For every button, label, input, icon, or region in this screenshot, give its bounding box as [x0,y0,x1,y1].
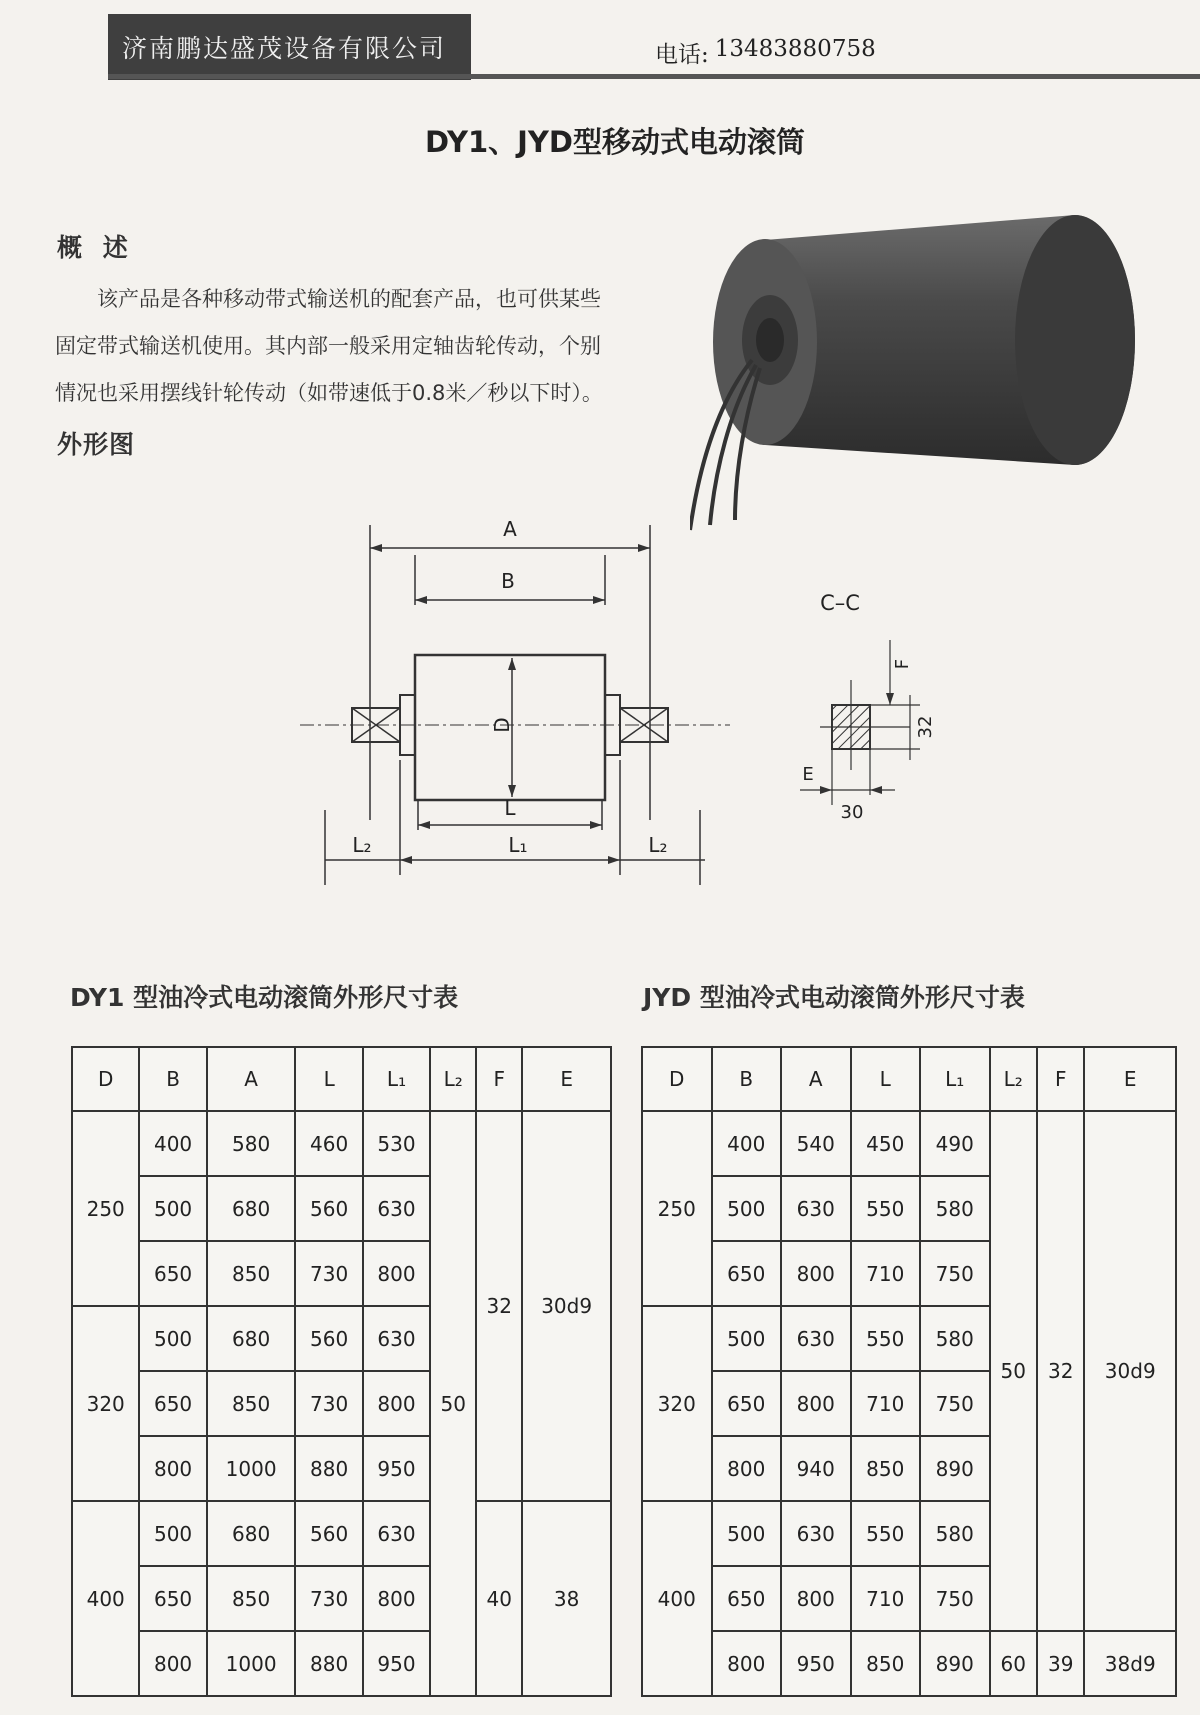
table-cell: 750 [920,1371,990,1436]
table-cell: 880 [295,1436,362,1501]
table-cell: 750 [920,1241,990,1306]
phone-label: 电话: [655,42,709,68]
table-cell: 400 [712,1111,782,1176]
company-name: 济南鹏达盛茂设备有限公司 [122,34,447,63]
table-cell: 850 [851,1631,921,1696]
dim-label-l1: L₁ [508,833,528,857]
overview-text [55,276,665,417]
header-cell: L₂ [990,1047,1037,1111]
header-cell: E [1084,1047,1176,1111]
table-cell: 560 [295,1501,362,1566]
overview-heading: 概 述 [57,233,134,262]
e-cell: 38 [522,1501,611,1696]
table-cell: 550 [851,1176,921,1241]
table-row [72,1501,611,1566]
header-cell: B [712,1047,782,1111]
e-cell: 30d9 [1084,1111,1176,1631]
dim-label-l2-right: L₂ [648,833,668,857]
table-cell: 650 [139,1566,206,1631]
table-cell: 800 [712,1436,782,1501]
l2-cell: 50 [430,1111,476,1696]
table-header-row [642,1047,1176,1111]
table-cell: 950 [363,1631,430,1696]
d-cell: 320 [72,1306,139,1501]
table-cell: 850 [207,1241,296,1306]
table-cell: 650 [139,1371,206,1436]
header-cell: B [139,1047,206,1111]
table-cell: 400 [139,1111,206,1176]
table-cell: 650 [712,1566,782,1631]
table-cell: 800 [712,1631,782,1696]
table-cell: 500 [712,1501,782,1566]
f-cell: 39 [1037,1631,1084,1696]
table-cell: 850 [851,1436,921,1501]
table-cell: 460 [295,1111,362,1176]
dim-label-a: A [503,517,517,541]
table-cell: 500 [139,1306,206,1371]
table-cell: 950 [363,1436,430,1501]
table-cell: 680 [207,1176,296,1241]
header-rule [108,74,1200,79]
table-cell: 560 [295,1306,362,1371]
table-cell: 550 [851,1306,921,1371]
header-cell: A [781,1047,851,1111]
l2-cell: 50 [990,1111,1037,1631]
table-cell: 950 [781,1631,851,1696]
outline-drawing [290,510,740,920]
dim-label-d: D [490,717,514,733]
table-cell: 710 [851,1371,921,1436]
table-cell: 580 [920,1501,990,1566]
overview-line: 该产品是各种移动带式输送机的配套产品，也可供某些 [97,287,601,311]
phone-number: 13483880758 [714,36,876,62]
f-cell: 40 [476,1501,522,1696]
table-cell: 650 [139,1241,206,1306]
phone-info [655,36,876,69]
table-cell: 550 [851,1501,921,1566]
table-cell: 800 [139,1631,206,1696]
dy1-dimension-table [71,1046,612,1697]
table-cell: 1000 [207,1436,296,1501]
table-cell: 750 [920,1566,990,1631]
table-cell: 630 [363,1501,430,1566]
e-cell: 38d9 [1084,1631,1176,1696]
table-cell: 890 [920,1436,990,1501]
l2-cell: 60 [990,1631,1037,1696]
header-cell: F [1037,1047,1084,1111]
dim-label-b: B [501,569,515,593]
dim-label-l2-left: L₂ [352,833,372,857]
table-cell: 940 [781,1436,851,1501]
header-cell: E [522,1047,611,1111]
table-cell: 630 [781,1306,851,1371]
document-title: DY1、JYD型移动式电动滚筒 [424,125,805,159]
header-cell: L₁ [920,1047,990,1111]
header-cell: L₁ [363,1047,430,1111]
header-cell: L [295,1047,362,1111]
table-cell: 800 [139,1436,206,1501]
f-cell: 32 [476,1111,522,1501]
table-cell: 800 [781,1241,851,1306]
table-row [642,1631,1176,1696]
table-row [642,1111,1176,1176]
jyd-dimension-table [641,1046,1177,1697]
table-cell: 490 [920,1111,990,1176]
section-title: C–C [820,591,860,615]
table-cell: 540 [781,1111,851,1176]
table-cell: 630 [363,1176,430,1241]
header-cell: D [642,1047,712,1111]
table-cell: 580 [920,1176,990,1241]
header-cell: F [476,1047,522,1111]
table-cell: 580 [207,1111,296,1176]
table-cell: 450 [851,1111,921,1176]
table-cell: 680 [207,1306,296,1371]
table-cell: 710 [851,1241,921,1306]
section-label-height: 32 [915,715,936,739]
table-cell: 500 [712,1306,782,1371]
header-cell: A [207,1047,296,1111]
table-cell: 500 [139,1501,206,1566]
table-cell: 560 [295,1176,362,1241]
table-cell: 530 [363,1111,430,1176]
header-cell: L₂ [430,1047,476,1111]
table-cell: 880 [295,1631,362,1696]
f-cell: 32 [1037,1111,1084,1631]
table-cell: 730 [295,1371,362,1436]
header-cell: L [851,1047,921,1111]
table-cell: 630 [781,1501,851,1566]
d-cell: 400 [72,1501,139,1696]
section-cc-drawing [780,580,960,840]
table-cell: 710 [851,1566,921,1631]
table-cell: 800 [363,1566,430,1631]
table-row [72,1111,611,1176]
table-cell: 1000 [207,1631,296,1696]
table-cell: 730 [295,1241,362,1306]
table-cell: 800 [363,1241,430,1306]
e-cell: 30d9 [522,1111,611,1501]
section-label-e: E [802,764,814,785]
jyd-table-caption: JYD 型油冷式电动滚筒外形尺寸表 [643,983,1025,1012]
overview-line: 情况也采用摆线针轮传动（如带速低于0.8米／秒以下时）。 [55,381,603,405]
table-cell: 650 [712,1371,782,1436]
d-cell: 400 [642,1501,712,1696]
table-header-row [72,1047,611,1111]
d-cell: 250 [642,1111,712,1306]
table-cell: 730 [295,1566,362,1631]
table-cell: 890 [920,1631,990,1696]
drum-photo [690,200,1170,540]
header-cell: D [72,1047,139,1111]
d-cell: 250 [72,1111,139,1306]
table-cell: 680 [207,1501,296,1566]
d-cell: 320 [642,1306,712,1501]
table-cell: 630 [363,1306,430,1371]
table-cell: 650 [712,1241,782,1306]
company-name-banner [108,14,471,80]
section-label-f: F [892,658,913,670]
table-cell: 850 [207,1566,296,1631]
table-cell: 800 [781,1566,851,1631]
section-label-width: 30 [840,802,864,823]
outline-heading: 外形图 [57,430,136,459]
table-cell: 800 [363,1371,430,1436]
table-cell: 630 [781,1176,851,1241]
table-cell: 500 [139,1176,206,1241]
dy1-table-caption: DY1 型油冷式电动滚筒外形尺寸表 [70,983,459,1012]
dim-label-l: L [504,796,516,820]
table-cell: 500 [712,1176,782,1241]
table-cell: 580 [920,1306,990,1371]
overview-line: 固定带式输送机使用。其内部一般采用定轴齿轮传动，个别 [55,334,601,358]
table-cell: 800 [781,1371,851,1436]
table-cell: 850 [207,1371,296,1436]
